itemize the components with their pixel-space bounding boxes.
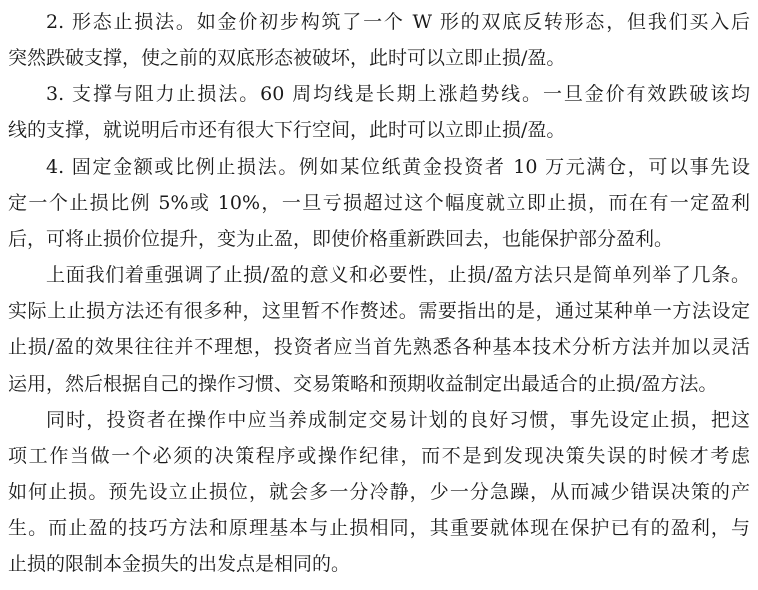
paragraph-line: 如何止损。预先设立止损位，就会多一分冷静，少一分急躁，从而减少错误决策的产 bbox=[8, 481, 750, 503]
paragraph-line: 运用，然后根据自己的操作习惯、交易策略和预期收益制定出最适合的止损/盈方法。 bbox=[8, 373, 718, 395]
paragraph-line: 项工作当做一个必须的决策程序或操作纪律，而不是到发现决策失误的时候才考虑 bbox=[8, 445, 750, 467]
paragraph-line: 同时，投资者在操作中应当养成制定交易计划的良好习惯，事先设定止损，把这 bbox=[46, 409, 750, 431]
paragraph-line: 上面我们着重强调了止损/盈的意义和必要性，止损/盈方法只是简单列举了几条。 bbox=[46, 264, 750, 286]
paragraph-line: 3. 支撑与阻力止损法。60 周均线是长期上涨趋势线。一旦金价有效跌破该均 bbox=[46, 83, 750, 105]
paragraph-line: 定一个止损比例 5%或 10%，一旦亏损超过这个幅度就立即止损，而在有一定盈利 bbox=[8, 192, 750, 214]
paragraph-line: 止损的限制本金损失的出发点是相同的。 bbox=[8, 553, 351, 575]
paragraph-line: 后，可将止损价位提升，变为止盈，即使价格重新跌回去，也能保护部分盈利。 bbox=[8, 228, 674, 250]
paragraph-line: 4. 固定金额或比例止损法。例如某位纸黄金投资者 10 万元满仓，可以事先设 bbox=[46, 156, 750, 178]
paragraph-line: 突然跌破支撑，使之前的双底形态被破坏，此时可以立即止损/盈。 bbox=[8, 47, 566, 69]
paragraph-line: 止损/盈的效果往往并不理想，投资者应当首先熟悉各种基本技术分析方法并加以灵活 bbox=[8, 336, 750, 358]
paragraph-line: 线的支撑，就说明后市还有很大下行空间，此时可以立即止损/盈。 bbox=[8, 119, 566, 141]
paragraph-line: 2. 形态止损法。如金价初步构筑了一个 W 形的双底反转形态，但我们买入后 bbox=[46, 11, 750, 33]
paragraph-line: 实际上止损方法还有很多种，这里暂不作赘述。需要指出的是，通过某种单一方法设定 bbox=[8, 300, 750, 322]
paragraph-line: 生。而止盈的技巧方法和原理基本与止损相同，其重要就体现在保护已有的盈利，与 bbox=[8, 517, 750, 539]
